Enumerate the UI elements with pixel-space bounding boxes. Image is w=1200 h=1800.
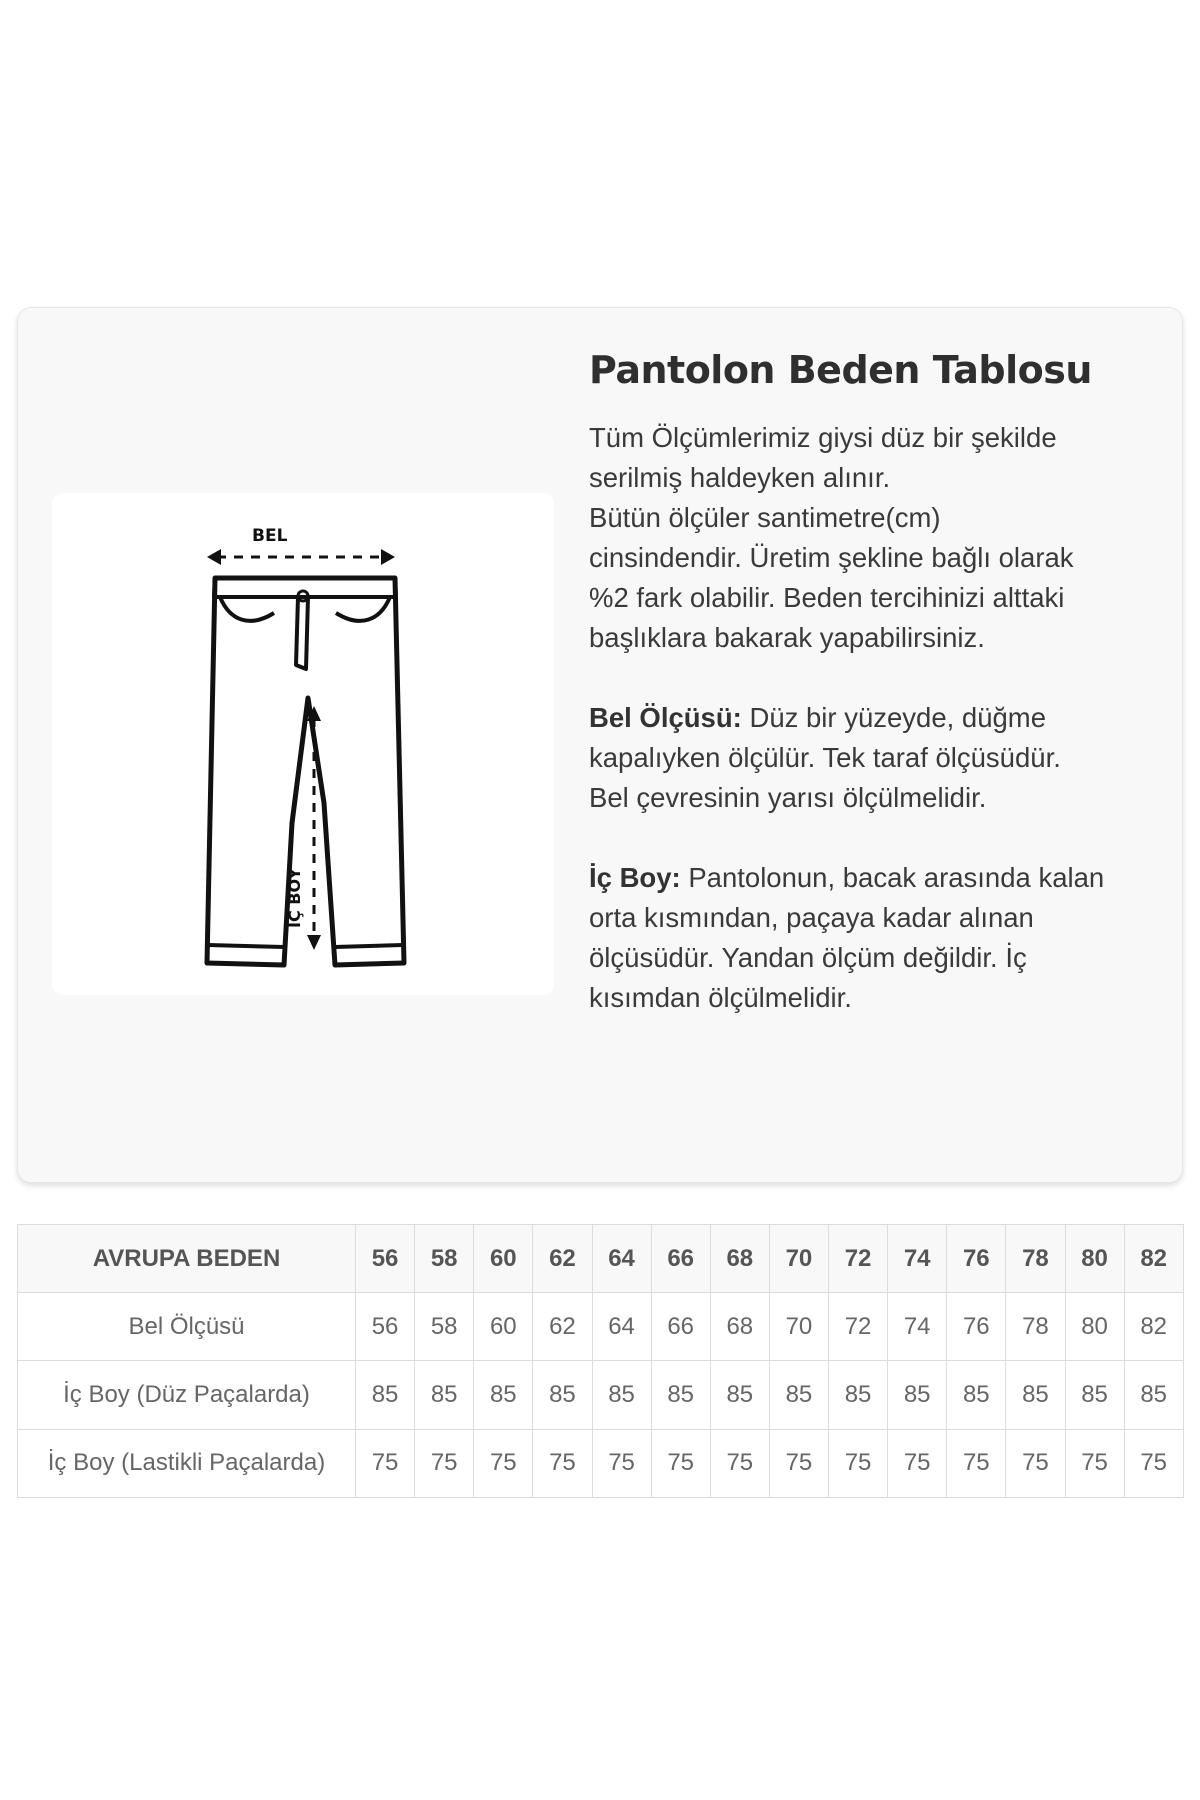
table-row bbox=[18, 1361, 1184, 1429]
table-cell: 85 bbox=[769, 1361, 828, 1429]
table-cell: 85 bbox=[1006, 1361, 1065, 1429]
table-cell: 58 bbox=[415, 1293, 474, 1361]
size-header-cell: 76 bbox=[947, 1225, 1006, 1293]
table-cell: 85 bbox=[829, 1361, 888, 1429]
size-header-cell: 72 bbox=[829, 1225, 888, 1293]
table-cell: 75 bbox=[356, 1429, 415, 1497]
size-header-cell: 64 bbox=[592, 1225, 651, 1293]
table-cell: 85 bbox=[533, 1361, 592, 1429]
trousers-measure-icon bbox=[52, 493, 554, 995]
table-cell: 60 bbox=[474, 1293, 533, 1361]
table-cell: 85 bbox=[592, 1361, 651, 1429]
waist-diagram-label: BEL bbox=[252, 526, 288, 546]
table-cell: 80 bbox=[1065, 1293, 1124, 1361]
inseam-paragraph bbox=[589, 858, 1159, 1018]
table-cell: 75 bbox=[533, 1429, 592, 1497]
inseam-heading: İç Boy: bbox=[589, 862, 681, 893]
table-cell: 75 bbox=[415, 1429, 474, 1497]
table-cell: 76 bbox=[947, 1293, 1006, 1361]
table-cell: 75 bbox=[829, 1429, 888, 1497]
table-cell: 85 bbox=[356, 1361, 415, 1429]
table-cell: 72 bbox=[829, 1293, 888, 1361]
table-cell: 85 bbox=[710, 1361, 769, 1429]
table-cell: 62 bbox=[533, 1293, 592, 1361]
table-cell: 68 bbox=[710, 1293, 769, 1361]
table-cell: 85 bbox=[888, 1361, 947, 1429]
size-header-cell: 60 bbox=[474, 1225, 533, 1293]
table-row bbox=[18, 1429, 1184, 1497]
inseam-description: Pantolonun, bacak arasında kalan orta kısmından, paçaya kadar alınan ölçüsüdür. Yandan ölçüm değildir. İç kısımdan ölçülmelidir. bbox=[589, 862, 1105, 1013]
table-row bbox=[18, 1293, 1184, 1361]
table-cell: 70 bbox=[769, 1293, 828, 1361]
table-cell: 85 bbox=[1065, 1361, 1124, 1429]
waist-arrow bbox=[207, 549, 395, 565]
size-header-cell: 82 bbox=[1124, 1225, 1183, 1293]
table-cell: 78 bbox=[1006, 1293, 1065, 1361]
intro-paragraph: Tüm Ölçümlerimiz giysi düz bir şekilde serilmiş haldeyken alınır. Bütün ölçüler santimetre(cm) cinsindendir. Üretim şekline bağlı olarak %2 fark olabilir. Beden tercihinizi alttaki başlıklara bakarak yapabilirsiniz. bbox=[589, 422, 1074, 653]
table-cell: 85 bbox=[651, 1361, 710, 1429]
trousers-outline bbox=[207, 578, 404, 965]
table-cell: 66 bbox=[651, 1293, 710, 1361]
size-guide-card bbox=[17, 307, 1183, 1183]
table-cell: 75 bbox=[1065, 1429, 1124, 1497]
size-header-cell: 70 bbox=[769, 1225, 828, 1293]
size-header-cell: 58 bbox=[415, 1225, 474, 1293]
size-header-cell: 78 bbox=[1006, 1225, 1065, 1293]
row-label: İç Boy (Lastikli Paçalarda) bbox=[18, 1429, 356, 1497]
size-header-cell: 68 bbox=[710, 1225, 769, 1293]
table-cell: 64 bbox=[592, 1293, 651, 1361]
table-cell: 75 bbox=[592, 1429, 651, 1497]
size-header-cell: 56 bbox=[356, 1225, 415, 1293]
size-header-cell: 74 bbox=[888, 1225, 947, 1293]
table-cell: 85 bbox=[415, 1361, 474, 1429]
inseam-diagram-label: İÇ BOY bbox=[285, 867, 304, 928]
table-cell: 75 bbox=[1124, 1429, 1183, 1497]
size-header-cell: 62 bbox=[533, 1225, 592, 1293]
table-cell: 75 bbox=[769, 1429, 828, 1497]
table-cell: 75 bbox=[651, 1429, 710, 1497]
size-table bbox=[17, 1224, 1184, 1498]
size-header-cell: 80 bbox=[1065, 1225, 1124, 1293]
size-table-header-label: AVRUPA BEDEN bbox=[18, 1225, 356, 1293]
page-title: Pantolon Beden Tablosu bbox=[589, 348, 1092, 392]
table-cell: 75 bbox=[947, 1429, 1006, 1497]
table-cell: 75 bbox=[1006, 1429, 1065, 1497]
size-guide-text bbox=[589, 348, 1159, 1058]
table-cell: 85 bbox=[947, 1361, 1006, 1429]
table-cell: 56 bbox=[356, 1293, 415, 1361]
row-label: Bel Ölçüsü bbox=[18, 1293, 356, 1361]
row-label: İç Boy (Düz Paçalarda) bbox=[18, 1361, 356, 1429]
table-cell: 82 bbox=[1124, 1293, 1183, 1361]
waist-heading: Bel Ölçüsü: bbox=[589, 702, 742, 733]
table-cell: 74 bbox=[888, 1293, 947, 1361]
size-table-header-row bbox=[18, 1225, 1184, 1293]
trousers-illustration bbox=[52, 493, 554, 995]
table-cell: 75 bbox=[710, 1429, 769, 1497]
waist-paragraph bbox=[589, 698, 1159, 818]
table-cell: 75 bbox=[474, 1429, 533, 1497]
size-header-cell: 66 bbox=[651, 1225, 710, 1293]
table-cell: 85 bbox=[1124, 1361, 1183, 1429]
table-cell: 75 bbox=[888, 1429, 947, 1497]
table-cell: 85 bbox=[474, 1361, 533, 1429]
waist-description: Düz bir yüzeyde, düğme kapalıyken ölçülür. Tek taraf ölçüsüdür. Bel çevresinin yarısı ölçülmelidir. bbox=[589, 702, 1061, 813]
